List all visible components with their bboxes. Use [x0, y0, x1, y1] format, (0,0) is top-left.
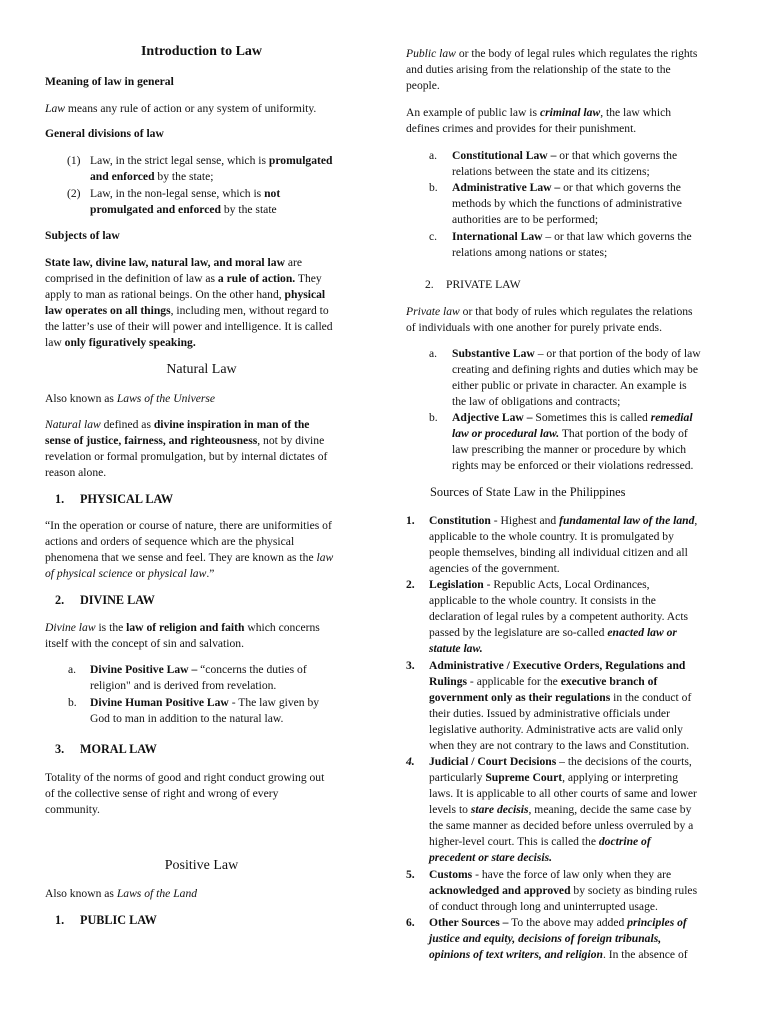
moral-text-line-3: community.: [45, 803, 100, 816]
private-b-line-3: law prescribing the manner or procedure by which: [452, 443, 687, 456]
divine-b-line-2: God to man in addition to the natural law.: [90, 712, 284, 725]
divine-law-number: 2.: [55, 593, 65, 607]
source-6-line-3: opinions of text writers, and religion. In the absence of: [429, 948, 688, 961]
public-c-marker: c.: [429, 230, 438, 243]
source-2-line-5: statute law.: [429, 642, 483, 655]
source-5-marker: 5.: [406, 868, 415, 881]
natural-def-line-4: reason alone.: [45, 466, 107, 479]
physical-text-line-2: actions and orders of sequence which are the physical: [45, 535, 295, 548]
source-2-line-4: passed by the legislature are so-called enacted law or: [429, 626, 677, 639]
divine-a-line-2: religion" and is derived from revelation.: [90, 679, 277, 692]
public-law-heading: PUBLIC LAW: [80, 913, 157, 927]
divine-a-marker: a.: [68, 663, 77, 676]
moral-text-line-1: Totality of the norms of good and right conduct growing out: [45, 771, 325, 784]
division-1-line-1: Law, in the strict legal sense, which is promulgated: [90, 154, 333, 167]
natural-law-aka: Also known as Laws of the Universe: [45, 392, 216, 405]
divine-text-line-2: itself with the concept of sin and salvation.: [45, 637, 244, 650]
source-6-marker: 6.: [406, 916, 415, 929]
source-1-marker: 1.: [406, 514, 415, 527]
natural-def-line-1: Natural law defined as divine inspiration in man of the: [45, 418, 310, 431]
division-2-line-1: Law, in the non-legal sense, which is not: [90, 187, 281, 200]
private-b-marker: b.: [429, 411, 438, 424]
private-b-line-2: law or procedural law. That portion of the body of: [452, 427, 688, 440]
source-3-line-4: their duties. Issued by administrative officials under: [429, 707, 670, 720]
subjects-line-2: comprised in the definition of law as a rule of action. They: [45, 272, 322, 285]
source-3-line-3: government only as their regulations in the conduct of: [429, 691, 692, 704]
source-2-line-1: Legislation - Republic Acts, Local Ordinances,: [429, 578, 650, 591]
divine-text-line-1: Divine law is the law of religion and faith which concerns: [45, 621, 320, 634]
source-4-marker: 4.: [406, 755, 415, 768]
positive-law-aka: Also known as Laws of the Land: [45, 887, 198, 900]
public-b-line-1: Administrative Law – or that which governs the: [452, 181, 681, 194]
public-b-line-2: methods by which the functions of administrative: [452, 197, 682, 210]
natural-def-line-2: sense of justice, fairness, and righteousness, not by divine: [45, 434, 325, 447]
public-law-number: 1.: [55, 913, 65, 927]
division-2-marker: (2): [67, 187, 81, 200]
subjects-line-1: State law, divine law, natural law, and moral law are: [45, 256, 303, 269]
physical-law-heading: PHYSICAL LAW: [80, 492, 174, 506]
source-4-line-2: particularly Supreme Court, applying or interpreting: [429, 771, 679, 784]
source-1-line-4: agencies of the government.: [429, 562, 560, 575]
sources-title: Sources of State Law in the Philippines: [430, 485, 626, 499]
moral-law-number: 3.: [55, 742, 65, 756]
private-a-line-1: Substantive Law – or that portion of the body of law: [452, 347, 701, 360]
meaning-text: Law means any rule of action or any system of uniformity.: [45, 102, 317, 115]
private-a-line-4: the law of obligations and contracts;: [452, 395, 621, 408]
source-1-line-1: Constitution - Highest and fundamental law of the land,: [429, 514, 698, 527]
source-3-line-2: Rulings - applicable for the executive branch of: [429, 675, 658, 688]
source-3-marker: 3.: [406, 659, 415, 672]
private-a-marker: a.: [429, 347, 438, 360]
physical-text-line-4: of physical science or physical law.”: [45, 567, 215, 580]
source-3-line-5: legislative authority. Administrative acts are valid only: [429, 723, 683, 736]
source-4-line-5: the same manner as decided before unless overruled by a: [429, 819, 694, 832]
divine-law-heading: DIVINE LAW: [80, 593, 155, 607]
source-3-line-1: Administrative / Executive Orders, Regulations and: [429, 659, 686, 672]
moral-text-line-2: of the collective sense of right and wrong of every: [45, 787, 279, 800]
source-4-line-6: higher-level court. This is called the doctrine of: [429, 835, 651, 848]
public-a-line-2: relations between the state and its citizens;: [452, 165, 650, 178]
public-def-line-3: people.: [406, 79, 440, 92]
physical-text-line-1: “In the operation or course of nature, there are uniformities of: [45, 519, 332, 532]
source-4-line-3: laws. It is applicable to all other courts of same and lower: [429, 787, 697, 800]
positive-law-title: Positive Law: [164, 858, 239, 873]
source-2-marker: 2.: [406, 578, 415, 591]
source-1-line-2: applicable to the whole country. It is promulgated by: [429, 530, 674, 543]
natural-def-line-3: revelation or formal promulgation, but by internal dictates of: [45, 450, 328, 463]
meaning-heading: Meaning of law in general: [45, 75, 174, 88]
source-6-line-2: justice and equity, decisions of foreign tribunals,: [429, 932, 662, 945]
document-title: Introduction to Law: [140, 44, 263, 59]
public-b-line-3: authorities are to be performed;: [452, 213, 599, 226]
source-2-line-2: applicable to the whole country. It consists in the: [429, 594, 656, 607]
source-5-line-2: acknowledged and approved by society as binding rules: [429, 884, 698, 897]
divine-a-line-1: Divine Positive Law – “concerns the duties of: [90, 663, 307, 676]
public-a-line-1: Constitutional Law – or that which governs the: [452, 149, 678, 162]
public-def-line-1: Public law or the body of legal rules which regulates the rights: [406, 47, 698, 60]
source-3-line-6: when they are not contrary to the laws and Constitution.: [429, 739, 690, 752]
example-line-1: An example of public law is criminal law, the law which: [406, 106, 672, 119]
divine-b-marker: b.: [68, 696, 77, 709]
private-b-line-4: rights may be enforced or their violations redressed.: [452, 459, 694, 472]
public-b-marker: b.: [429, 181, 438, 194]
subjects-heading: Subjects of law: [45, 229, 120, 242]
private-law-heading: PRIVATE LAW: [446, 278, 521, 291]
private-law-number: 2.: [425, 278, 434, 291]
source-4-line-1: Judicial / Court Decisions – the decisions of the courts,: [429, 755, 692, 768]
private-a-line-3: either public or private in character. An example is: [452, 379, 687, 392]
moral-law-heading: MORAL LAW: [80, 742, 157, 756]
divine-b-line-1: Divine Human Positive Law - The law given by: [90, 696, 320, 709]
source-4-line-7: precedent or stare decisis.: [429, 851, 553, 864]
private-a-line-2: creating and defining rights and duties which may be: [452, 363, 698, 376]
division-1-line-2: and enforced by the state;: [90, 170, 214, 183]
source-5-line-3: of conduct through long and uninterrupted usage.: [429, 900, 658, 913]
physical-law-number: 1.: [55, 492, 65, 506]
public-def-line-2: and duties arising from the relationship of the state to the: [406, 63, 671, 76]
public-c-line-2: relations among nations or states;: [452, 246, 608, 259]
private-b-line-1: Adjective Law – Sometimes this is called remedial: [452, 411, 693, 424]
private-def-line-2: of individuals with one another for purely private ends.: [406, 321, 662, 334]
division-1-marker: (1): [67, 154, 81, 167]
source-4-line-4: levels to stare decisis, meaning, decide the same case by: [429, 803, 692, 816]
subjects-line-4: law operates on all things, including men, without regard to: [45, 304, 329, 317]
natural-law-title: Natural Law: [166, 362, 237, 377]
private-def-line-1: Private law or that body of rules which regulates the relations: [406, 305, 693, 318]
example-line-2: defines crimes and provides for their punishment.: [406, 122, 637, 135]
source-5-line-1: Customs - have the force of law only when they are: [429, 868, 672, 881]
public-a-marker: a.: [429, 149, 438, 162]
source-2-line-3: declaration of legal rules by a competent authority. Acts: [429, 610, 689, 623]
subjects-line-6: law only figuratively speaking.: [45, 336, 196, 349]
subjects-line-3: apply to man as rational beings. On the other hand, physical: [45, 288, 326, 301]
public-c-line-1: International Law – or that law which governs the: [452, 230, 692, 243]
division-2-line-2: promulgated and enforced by the state: [90, 203, 277, 216]
source-6-line-1: Other Sources – To the above may added principles of: [429, 916, 687, 929]
physical-text-line-3: phenomena that we sense and feel. They are known as the law: [45, 551, 334, 564]
subjects-line-5: the latter’s use of their will power and intelligence. It is called: [45, 320, 333, 333]
source-1-line-3: people themselves, binding all individual citizen and all: [429, 546, 688, 559]
divisions-heading: General divisions of law: [45, 127, 164, 140]
